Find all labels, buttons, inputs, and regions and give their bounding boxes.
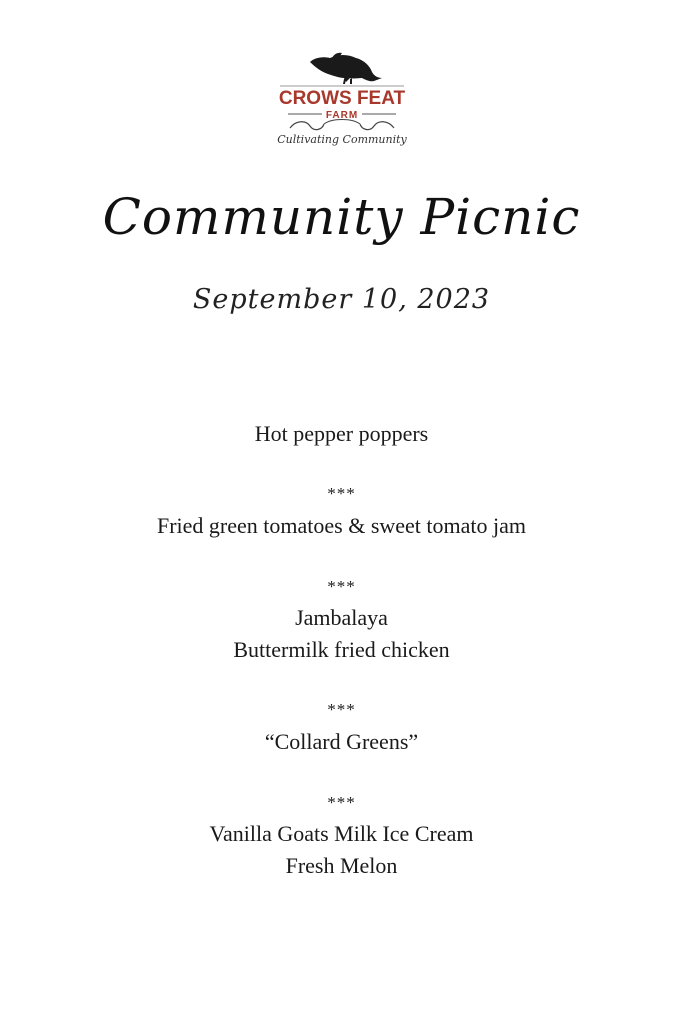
menu-item: Fresh Melon	[285, 853, 398, 878]
event-date: September 10, 2023	[192, 284, 491, 315]
menu-item: Buttermilk fried chicken	[233, 637, 450, 662]
course-separator: ***	[327, 700, 356, 719]
course-separator: ***	[327, 577, 356, 596]
logo-tagline-text: Cultivating Community	[276, 133, 407, 146]
logo-sub-text: FARM	[325, 110, 358, 121]
menu-item: Jambalaya	[295, 605, 388, 630]
course-separator: ***	[327, 484, 356, 503]
event-title: Community Picnic	[102, 188, 581, 246]
menu-item: Fried green tomatoes & sweet tomato jam	[156, 513, 526, 538]
crow-logo-icon	[262, 48, 422, 156]
logo-brand-text: CROWS FEAT	[278, 88, 405, 109]
course-separator: ***	[327, 793, 356, 812]
menu-item: “Collard Greens”	[264, 729, 419, 754]
menu-item: Hot pepper poppers	[254, 421, 429, 446]
farm-logo	[0, 48, 683, 158]
menu-item: Vanilla Goats Milk Ice Cream	[209, 821, 474, 846]
